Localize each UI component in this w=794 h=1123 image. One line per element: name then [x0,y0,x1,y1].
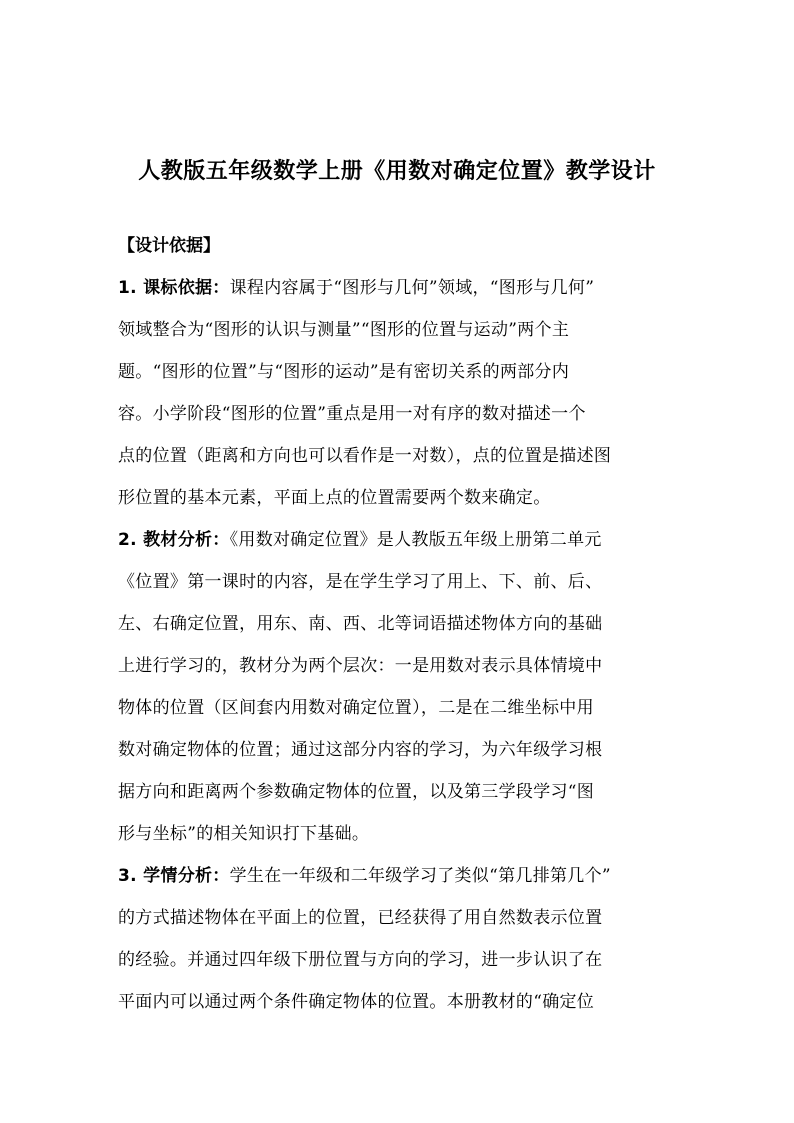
paragraph-curriculum-basis [118,274,676,513]
paragraph-line [118,862,676,891]
document-title: 人教版五年级数学上册《用数对确定位置》教学设计 [138,159,656,184]
paragraph-textbook-analysis [118,526,676,849]
paragraph-line: 物体的位置（区间套内用数对确定位置），二是在二维坐标中用 [118,698,594,718]
paragraph-line: 形位置的基本元素，平面上点的位置需要两个数来确定。 [118,488,551,508]
paragraph-line: 领域整合为“图形的认识与测量”“图形的位置与运动”两个主 [118,320,570,340]
line-text: 学生在一年级和二年级学习了类似“第几排第几个” [229,866,611,886]
paragraph-line: 点的位置（距离和方向也可以看作是一对数），点的位置是描述图 [118,446,612,466]
paragraph-line: 据方向和距离两个参数确定物体的位置，以及第三学段学习“图 [118,782,595,802]
paragraph-line: 容。小学阶段“图形的位置”重点是用一对有序的数对描述一个 [118,404,586,424]
paragraph-lead: 1. 课标依据： [118,278,230,298]
paragraph-line: 形与坐标”的相关知识打下基础。 [118,824,370,844]
paragraph-line [118,274,676,303]
paragraph-lead: 3. 学情分析： [118,866,230,886]
paragraph-lead: 2. 教材分析： [118,530,230,550]
document-body [118,232,676,1030]
line-text: 《用数对确定位置》是人教版五年级上册第二单元 [229,530,602,550]
paragraph-line: 平面内可以通过两个条件确定物体的位置。本册教材的“确定位 [118,992,595,1012]
paragraph-line: 题。“图形的位置”与“图形的运动”是有密切关系的两部分内 [118,362,570,382]
line-text: 课程内容属于“图形与几何”领域，“图形与几何” [229,278,595,298]
paragraph-line: 数对确定物体的位置；通过这部分内容的学习，为六年级学习根 [118,740,603,760]
paragraph-line: 《位置》第一课时的内容，是在学生学习了用上、下、前、后、 [118,572,603,592]
paragraph-line: 的方式描述物体在平面上的位置，已经获得了用自然数表示位置 [118,908,603,928]
section-heading-design-basis: 【设计依据】 [118,236,220,256]
paragraph-line: 上进行学习的，教材分为两个层次：一是用数对表示具体情境中 [118,656,603,676]
paragraph-line: 的经验。并通过四年级下册位置与方向的学习，进一步认识了在 [118,950,603,970]
paragraph-learner-analysis [118,862,676,1017]
paragraph-line: 左、右确定位置，用东、南、西、北等词语描述物体方向的基础 [118,614,603,634]
paragraph-line [118,526,676,555]
